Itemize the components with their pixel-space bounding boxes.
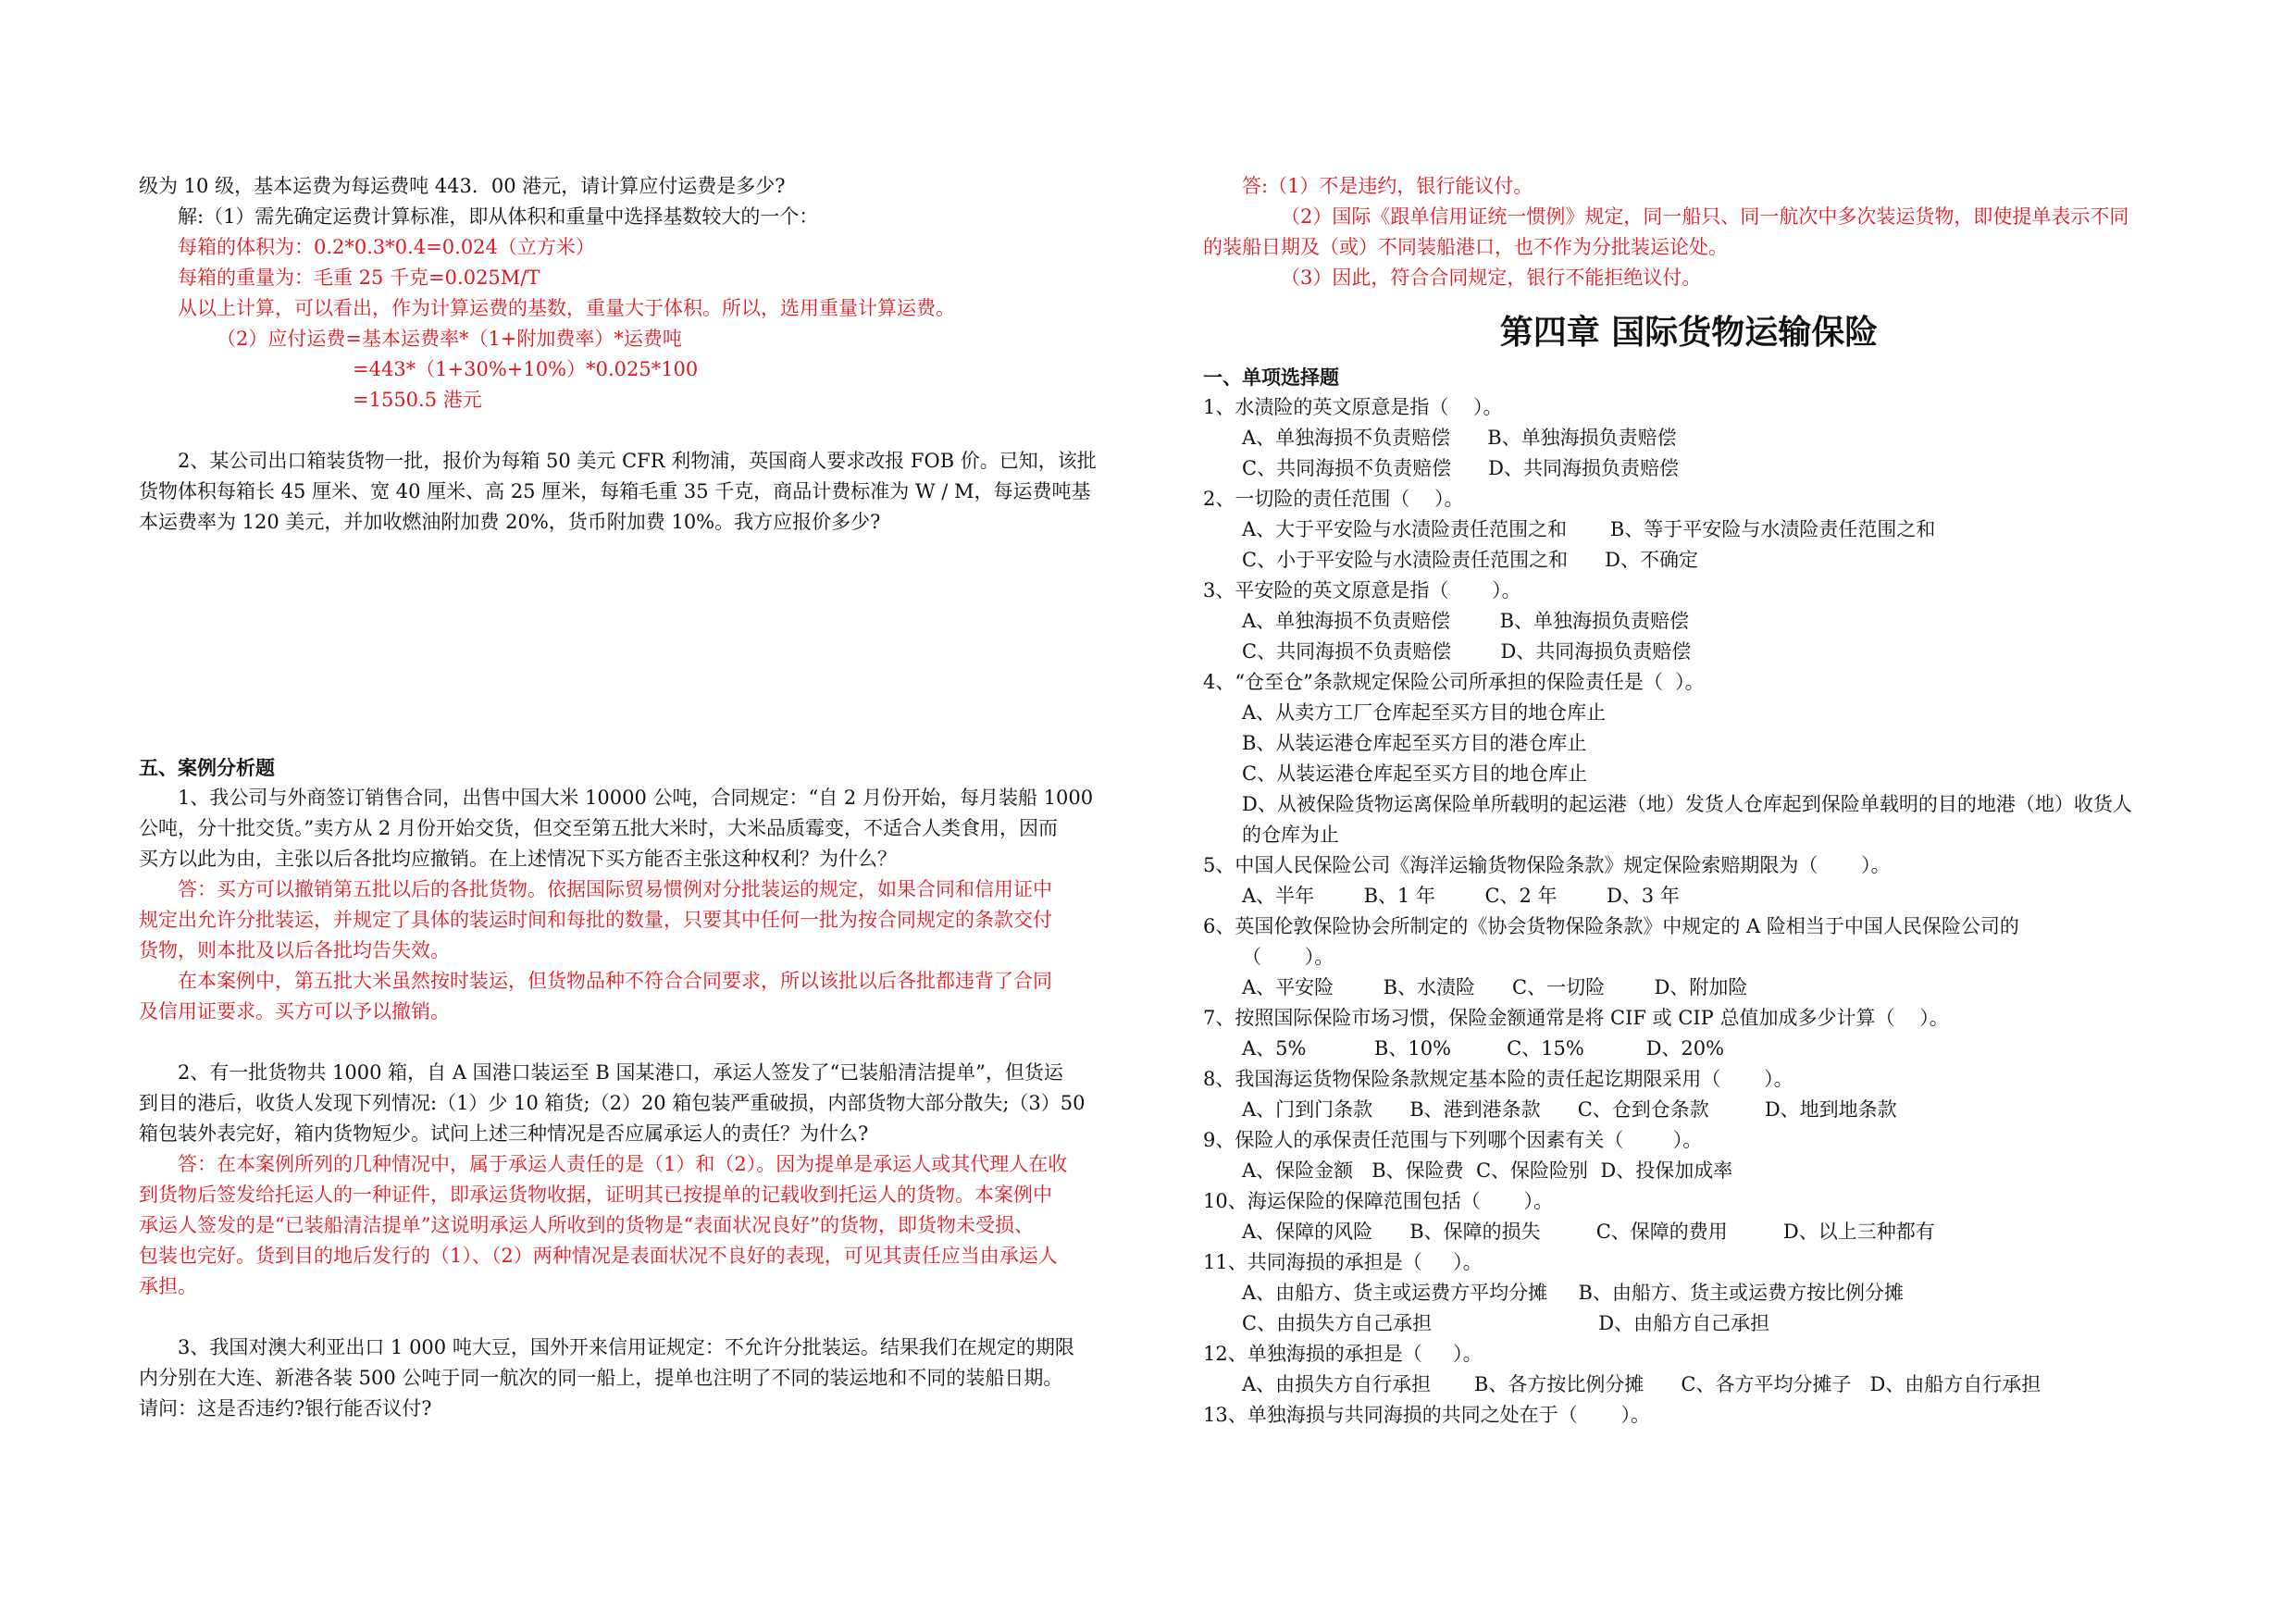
text-line: 及信用证要求。买方可以予以撤销。: [139, 1000, 450, 1023]
text-line: 4、“仓至仓”条款规定保险公司所承担的保险责任是（ ）。: [1203, 671, 1705, 693]
text-line: 2、一切险的责任范围（ ）。: [1203, 488, 1464, 510]
text-line: 3、我国对澳大利亚出口 1 000 吨大豆，国外开来信用证规定：不允许分批装运。结果我们在规定的期限: [178, 1336, 1074, 1358]
text-line: 答:（1）不是违约，银行能议付。: [1242, 175, 1533, 197]
text-line: 货物体积每箱长 45 厘米、宽 40 厘米、高 25 厘米，每箱毛重 35 千克，商品计费标准为 W / M，每运费吨基: [139, 480, 1091, 502]
text-line: 公吨，分十批交货。”卖方从 2 月份开始交货，但交至第五批大米时，大米品质霉变，不适合人类食用，因而: [139, 817, 1058, 839]
case-3-soybean-shipment: [139, 1333, 1101, 1424]
text-line: A、由损失方自行承担 B、各方按比例分摊 C、各方平均分摊子 D、由船方自行承担: [1242, 1373, 2042, 1395]
text-line: 12、单独海损的承担是（ ）。: [1203, 1343, 1483, 1365]
text-line: 货物，则本批及以后各批均告失效。: [139, 939, 450, 961]
text-line: 到目的港后，收货人发现下列情况:（1）少 10 箱货;（2）20 箱包装严重破损，内部货物大部分散失;（3）50: [139, 1092, 1086, 1114]
text-line: 8、我国海运货物保险条款规定基本险的责任起讫期限采用（ ）。: [1203, 1068, 1793, 1090]
text-line: A、门到门条款 B、港到港条款 C、仓到仓条款 D、地到地条款: [1242, 1098, 1897, 1121]
text-line: 在本案例中，第五批大米虽然按时装运，但货物品种不符合合同要求，所以该批以后各批都违背了合同: [178, 970, 1052, 992]
text-line: 解:（1）需先确定运费计算标准，即从体积和重量中选择基数较大的一个：: [178, 205, 819, 228]
left-column: [139, 171, 1101, 1424]
text-line: A、由船方、货主或运费方平均分摊 B、由船方、货主或运费方按比例分摊: [1242, 1282, 1904, 1304]
text-line: 请问：这是否违约?银行能否议付?: [139, 1397, 432, 1419]
section-1-title: 一、单项选择题: [1203, 366, 1339, 389]
text-line: A、5% B、10% C、15% D、20%: [1242, 1037, 1725, 1060]
text-line: 答：在本案例所列的几种情况中，属于承运人责任的是（1）和（2）。因为提单是承运人或其代理人在收: [178, 1153, 1068, 1175]
section-5-title: 五、案例分析题: [139, 756, 275, 779]
question-2-fob-quote: [139, 446, 1101, 538]
text-line: 13、单独海损与共同海损的共同之处在于（ ）。: [1203, 1404, 1650, 1426]
text-line: （3）因此，符合合同规定，银行不能拒绝议付。: [1281, 267, 1702, 289]
text-line: 级为 10 级，基本运费为每运费吨 443．00 港元，请计算应付运费是多少?: [139, 175, 786, 197]
text-line: 答：买方可以撤销第五批以后的各批货物。依据国际贸易惯例对分批装运的规定，如果合同和信用证中: [178, 878, 1052, 900]
text-line: 箱包装外表完好，箱内货物短少。试问上述三种情况是否应属承运人的责任？为什么?: [139, 1122, 869, 1145]
text-line: =1550.5 港元: [353, 389, 482, 411]
text-line: A、单独海损不负责赔偿 B、单独海损负责赔偿: [1242, 610, 1689, 632]
text-line: 每箱的体积为：0.2*0.3*0.4=0.024（立方米）: [178, 236, 595, 258]
text-line: 2、某公司出口箱装货物一批，报价为每箱 50 美元 CFR 利物浦，英国商人要求改报 FOB 价。已知，该批: [178, 450, 1097, 472]
chapter-title: 第四章 国际货物运输保险: [1499, 314, 1879, 352]
text-line: 9、保险人的承保责任范围与下列哪个因素有关（ ）。: [1203, 1129, 1703, 1151]
text-line: （2）国际《跟单信用证统一惯例》规定，同一船只、同一航次中多次装运货物，即使提单表示不同: [1281, 205, 2129, 228]
text-line: 包装也完好。货到目的地后发行的（1）、（2）两种情况是表面状况不良好的表现，可见其责任应当由承运人: [139, 1245, 1058, 1267]
case-1-rice-contract: [139, 783, 1101, 1027]
text-line: 7、按照国际保险市场习惯，保险金额通常是将 CIF 或 CIP 总值加成多少计算（ ）。: [1203, 1007, 1949, 1029]
text-line: 内分别在大连、新港各装 500 公吨于同一航次的同一船上，提单也注明了不同的装运地和不同的装船日期。: [139, 1367, 1063, 1389]
text-line: 的仓库为止: [1242, 824, 1339, 846]
right-column: [1203, 171, 2175, 1431]
text-line: 本运费率为 120 美元，并加收燃油附加费 20%，货币附加费 10%。我方应报价多少?: [139, 511, 881, 533]
text-line: A、单独海损不负责赔偿 B、单独海损负责赔偿: [1242, 427, 1677, 449]
text-line: A、从卖方工厂仓库起至买方目的地仓库止: [1242, 701, 1607, 724]
text-line: 的装船日期及（或）不同装船港口，也不作为分批装运论处。: [1203, 236, 1728, 258]
text-line: （ ）。: [1242, 946, 1334, 968]
text-line: C、共同海损不负责赔偿 D、共同海损负责赔偿: [1242, 640, 1692, 663]
text-line: 从以上计算，可以看出，作为计算运费的基数，重量大于体积。所以，选用重量计算运费。: [178, 297, 955, 319]
text-line: 3、平安险的英文原意是指（ ）。: [1203, 579, 1521, 601]
multiple-choice-questions: [1203, 392, 2175, 1431]
case-2-bill-of-lading: [139, 1058, 1101, 1302]
text-line: A、保险金额 B、保险费 C、保险险别 D、投保加成率: [1242, 1159, 1733, 1182]
text-line: =443*（1+30%+10%）*0.025*100: [353, 358, 699, 380]
text-line: 买方以此为由，主张以后各批均应撤销。在上述情况下买方能否主张这种权利？为什么？: [139, 848, 897, 870]
text-line: 5、中国人民保险公司《海洋运输货物保险条款》规定保险索赔期限为（ ）。: [1203, 854, 1891, 876]
text-line: A、平安险 B、水渍险 C、一切险 D、附加险: [1242, 976, 1748, 998]
text-line: C、共同海损不负责赔偿 D、共同海损负责赔偿: [1242, 457, 1679, 479]
text-line: 6、英国伦敦保险协会所制定的《协会货物保险条款》中规定的 A 险相当于中国人民保险公司的: [1203, 915, 2019, 937]
case-3-answer: [1203, 171, 2175, 293]
text-line: 2、有一批货物共 1000 箱，自 A 国港口装运至 B 国某港口，承运人签发了“已装船清洁提单”，但货运: [178, 1061, 1063, 1084]
text-line: 到货物后签发给托运人的一种证件，即承运货物收据，证明其已按提单的记载收到托运人的货物。本案例中: [139, 1184, 1052, 1206]
text-line: A、大于平安险与水渍险责任范围之和 B、等于平安险与水渍险责任范围之和: [1242, 518, 1936, 540]
freight-calculation-solution: [139, 171, 1101, 415]
text-line: C、小于平安险与水渍险责任范围之和 D、不确定: [1242, 549, 1698, 571]
text-line: C、从装运港仓库起至买方目的地仓库止: [1242, 762, 1588, 785]
text-line: 10、海运保险的保障范围包括（ ）。: [1203, 1190, 1553, 1212]
text-line: A、保障的风险 B、保障的损失 C、保障的费用 D、以上三种都有: [1242, 1221, 1935, 1243]
text-line: 11、共同海损的承担是（ ）。: [1203, 1251, 1483, 1273]
text-line: B、从装运港仓库起至买方目的港仓库止: [1242, 732, 1587, 754]
text-line: 承运人签发的是“已装船清洁提单”这说明承运人所收到的货物是“表面状况良好”的货物，即货物未受损、: [139, 1214, 1034, 1236]
text-line: 每箱的重量为：毛重 25 千克=0.025M/T: [178, 267, 540, 289]
text-line: 规定出允许分批装运，并规定了具体的装运时间和每批的数量，只要其中任何一批为按合同规定的条款交付: [139, 909, 1052, 931]
text-line: D、从被保险货物运离保险单所载明的起运港（地）发货人仓库起到保险单载明的目的地港（地）收货人: [1242, 793, 2132, 815]
text-line: （2）应付运费=基本运费率*（1+附加费率）*运费吨: [217, 328, 682, 350]
text-line: 1、水渍险的英文原意是指（ ）。: [1203, 396, 1503, 418]
text-line: A、半年 B、1 年 C、2 年 D、3 年: [1242, 885, 1680, 907]
text-line: 承担。: [139, 1275, 197, 1297]
text-line: C、由损失方自己承担 D、由船方自己承担: [1242, 1312, 1770, 1334]
text-line: 1、我公司与外商签订销售合同，出售中国大米 10000 公吨，合同规定：“自 2 月份开始，每月装船 1000: [178, 787, 1094, 809]
